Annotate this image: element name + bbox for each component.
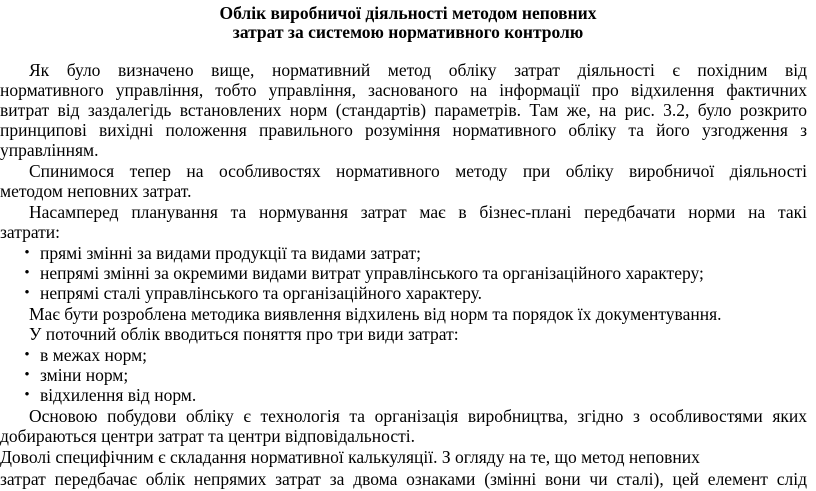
bullet-icon: • bbox=[24, 367, 30, 383]
paragraph-7-line-1: Доволі специфічним є складання нормативної калькуляції. З огляду на те, що метод неповних bbox=[0, 447, 700, 467]
bullet-icon: • bbox=[24, 285, 30, 301]
paragraph-1-line-4: принципові вихідні положення правильного розуміння нормативного обліку та його узгодження з bbox=[0, 120, 807, 140]
bullet-icon: • bbox=[24, 245, 30, 261]
paragraph-4: Має бути розроблена методика виявлення відхилень від норм та порядок їх документування. bbox=[29, 304, 722, 324]
bullet-item: непрямі змінні за окремими видами витрат управлінського та організаційного характеру; bbox=[40, 263, 704, 283]
paragraph-1-line-3: витрат від заздалегідь встановлених норм (стандартів) параметрів. Там же, на рис. 3.2, було розкрито bbox=[0, 100, 807, 120]
paragraph-1-line-5: управлінням. bbox=[0, 140, 99, 160]
bullet-item: в межах норм; bbox=[40, 345, 147, 365]
paragraph-2-line-1: Спинимося тепер на особливостях нормативного методу при обліку виробничої діяльності bbox=[29, 161, 807, 181]
document-title-line-1: Облік виробничої діяльності методом неповних bbox=[219, 3, 597, 23]
bullet-icon: • bbox=[24, 387, 30, 403]
paragraph-5: У поточний облік вводиться поняття про три види затрат: bbox=[29, 324, 459, 344]
paragraph-6-line-2: добираються центри затрат та центри відповідальності. bbox=[0, 426, 415, 446]
paragraph-3-line-2: затрати: bbox=[0, 222, 61, 242]
bullet-icon: • bbox=[24, 347, 30, 363]
paragraph-1-line-1: Як було визначено вище, нормативний метод обліку затрат діяльності є похідним від bbox=[29, 60, 807, 80]
document-title-line-2: затрат за системою нормативного контролю bbox=[232, 22, 584, 42]
paragraph-2-line-2: методом неповних затрат. bbox=[0, 181, 192, 201]
bullet-item: непрямі сталі управлінського та організаційного характеру. bbox=[40, 283, 483, 303]
paragraph-1-line-2: нормативного управління, тобто управління, заснованого на інформації про відхилення фактичних bbox=[0, 80, 807, 100]
bullet-item: прямі змінні за видами продукції та видами затрат; bbox=[40, 243, 421, 263]
bullet-icon: • bbox=[24, 265, 30, 281]
paragraph-6-line-1: Основою побудови обліку є технологія та організація виробництва, згідно з особливостями яких bbox=[29, 406, 807, 426]
bullet-item: зміни норм; bbox=[40, 365, 129, 385]
paragraph-7-line-2: затрат передбачає облік непрямих затрат за двома ознаками (змінні вони чи сталі), цей елемент слід bbox=[0, 469, 807, 489]
bullet-item: відхилення від норм. bbox=[40, 385, 197, 405]
paragraph-3-line-1: Насамперед планування та нормування затрат має в бізнес-плані передбачати норми на такі bbox=[29, 202, 807, 222]
